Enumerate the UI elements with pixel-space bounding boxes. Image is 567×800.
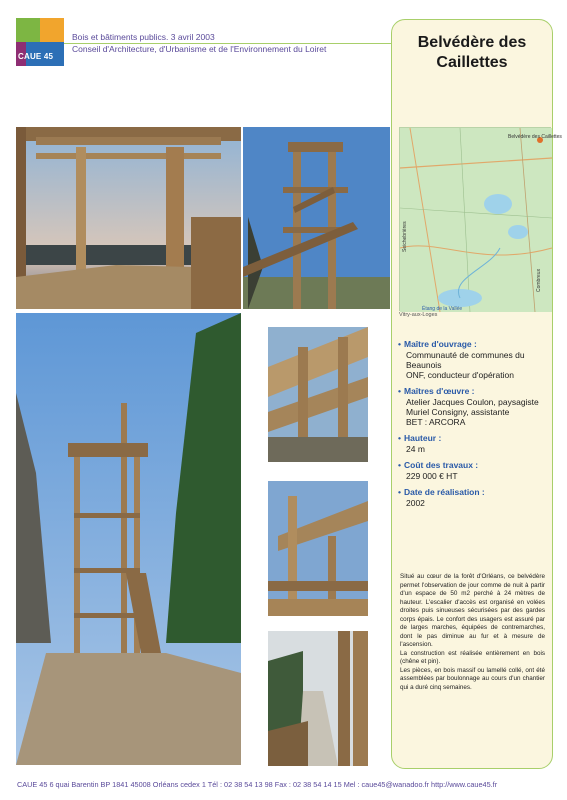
info-value: Communauté de communes du Beaunois ONF, conducteur d'opération [406, 350, 525, 380]
project-info [398, 339, 548, 514]
info-item-architects: • Maîtres d'œuvre : Atelier Jacques Coulon, paysagiste Muriel Consigny, assistante BET : ARCORA [398, 386, 548, 427]
page-title: Belvédère des Caillettes [417, 34, 527, 71]
info-item-cost: • Coût des travaux : 229 000 € HT [398, 460, 548, 481]
map-caption: Vitry-aux-Loges [399, 312, 438, 318]
photo-detail-beams [268, 327, 368, 462]
photo-tower-full [16, 313, 241, 765]
info-value: 24 m [406, 444, 425, 454]
photo-tower-staircase [243, 127, 390, 309]
caue-logo [16, 18, 64, 66]
info-item-owner: • Maître d'ouvrage : Communauté de communes du Beaunois ONF, conducteur d'opération [398, 339, 548, 380]
info-value: Atelier Jacques Coulon, paysagiste Muriel Consigny, assistante BET : ARCORA [406, 397, 539, 427]
info-value: 229 000 € HT [406, 471, 458, 481]
info-label: Date de réalisation : [403, 487, 485, 497]
info-item-date: • Date de réalisation : 2002 [398, 487, 548, 508]
location-map [399, 127, 562, 312]
logo-text: CAUE 45 [18, 52, 54, 61]
photo-detail-railing [268, 481, 368, 616]
info-label: Hauteur : [403, 433, 442, 443]
map-label-site: Belvédère des Caillettes [508, 134, 562, 140]
photo-platform-view [16, 127, 241, 309]
info-value: 2002 [406, 498, 425, 508]
info-label: Maîtres d'œuvre : [403, 386, 475, 396]
info-item-height: • Hauteur : 24 m [398, 433, 548, 454]
project-description: Situé au cœur de la forêt d'Orléans, ce belvédère permet l'observation de jour comme de nuit à partir d'un espace de 50 m2 perché à 24 mètres de hauteur. L'escalier d'accès est organisé en volées droites puis sinueuses sécurisées par des gardes corps épais. Le confort des usagers est assuré par de larges marches, équipées de contremarches, dont le pas diminue au fur et à mesure de l'ascension. La construction est réalisée entièrement en bois (chêne et pin). Les pièces, en bois massif ou lamellé collé, ont été assemblées par boulonnage au cours d'un chantier qui a duré cinq semaines. [400, 573, 545, 691]
map-label-right: Combreux [536, 268, 542, 292]
header-line-2: Conseil d'Architecture, d'Urbanisme et de l'Environnement du Loiret [72, 44, 327, 54]
map-label-bottom: Étang de la Vallée [422, 306, 463, 312]
map-label-left: Seichebrières [402, 221, 408, 252]
header-line-1: Bois et bâtiments publics. 3 avril 2003 [72, 32, 215, 42]
photo-stairs-walkway [268, 631, 368, 766]
footer-contact: CAUE 45 6 quai Barentin BP 1841 45008 Orléans cedex 1 Tél : 02 38 54 13 98 Fax : 02 38 54 14 15 Mel : caue45@wanadoo.fr http://www.caue45.fr [17, 780, 498, 789]
info-label: Coût des travaux : [403, 460, 479, 470]
info-label: Maître d'ouvrage : [403, 339, 477, 349]
